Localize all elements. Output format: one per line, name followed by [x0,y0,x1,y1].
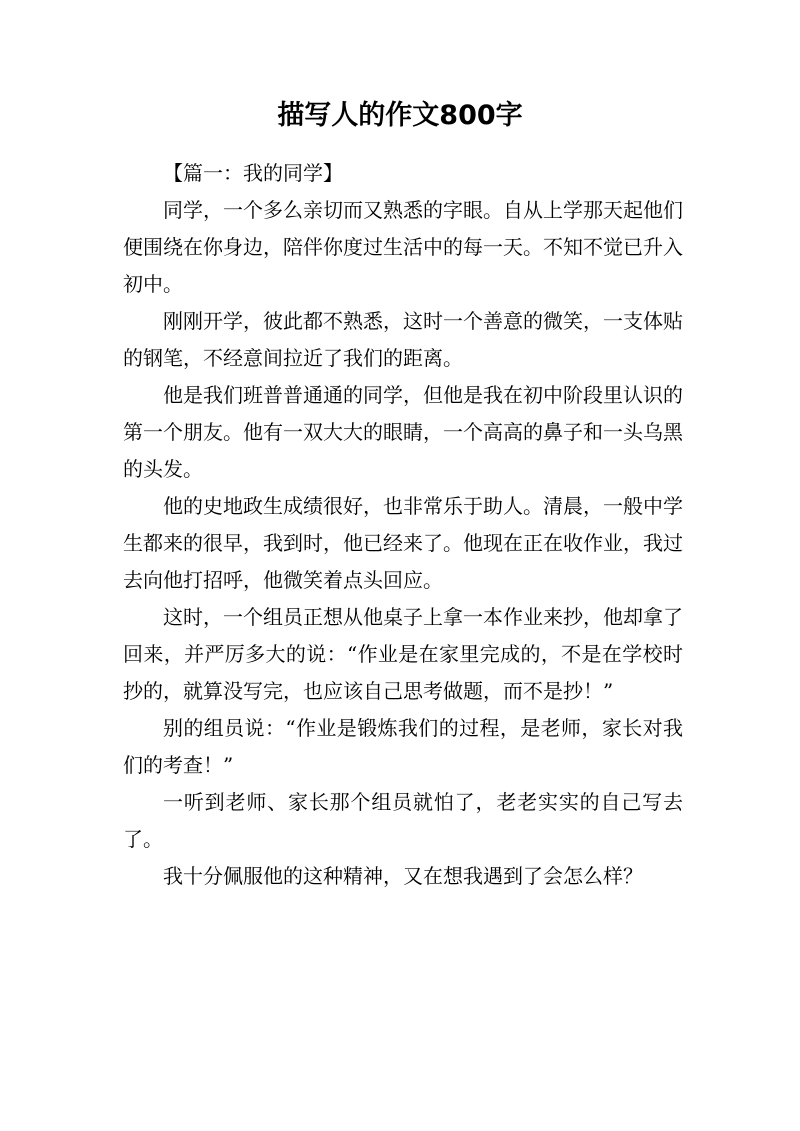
paragraph: 同学，一个多么亲切而又熟悉的字眼。自从上学那天起他们便围绕在你身边，陪伴你度过生活中的每一天。不知不觉已升入初中。 [123,198,683,296]
paragraph: 他的史地政生成绩很好，也非常乐于助人。清晨，一般中学生都来的很早，我到时，他已经来了。他现在正在收作业，我过去向他打招呼，他微笑着点头回应。 [123,494,683,592]
paragraph: 这时，一个组员正想从他桌子上拿一本作业来抄，他却拿了回来，并严厉多大的说：“作业是在家里完成的，不是在学校时抄的，就算没写完，也应该自己思考做题，而不是抄！” [123,605,683,703]
paragraph: 刚刚开学，彼此都不熟悉，这时一个善意的微笑，一支体贴的钢笔，不经意间拉近了我们的距离。 [123,309,683,370]
document-body [123,155,683,895]
paragraph: 我十分佩服他的这种精神，又在想我遇到了会怎么样？ [163,864,643,888]
paragraph: 他是我们班普普通通的同学，但他是我在初中阶段里认识的第一个朋友。他有一双大大的眼睛，一个高高的鼻子和一头乌黑的头发。 [123,383,683,481]
section-heading: 【篇一：我的同学】 [163,161,343,185]
paragraph: 一听到老师、家长那个组员就怕了，老老实实的自己写去了。 [123,790,683,851]
paragraph: 别的组员说：“作业是锻炼我们的过程，是老师，家长对我们的考查！” [123,716,683,777]
document-title: 描写人的作文800字 [277,100,523,131]
